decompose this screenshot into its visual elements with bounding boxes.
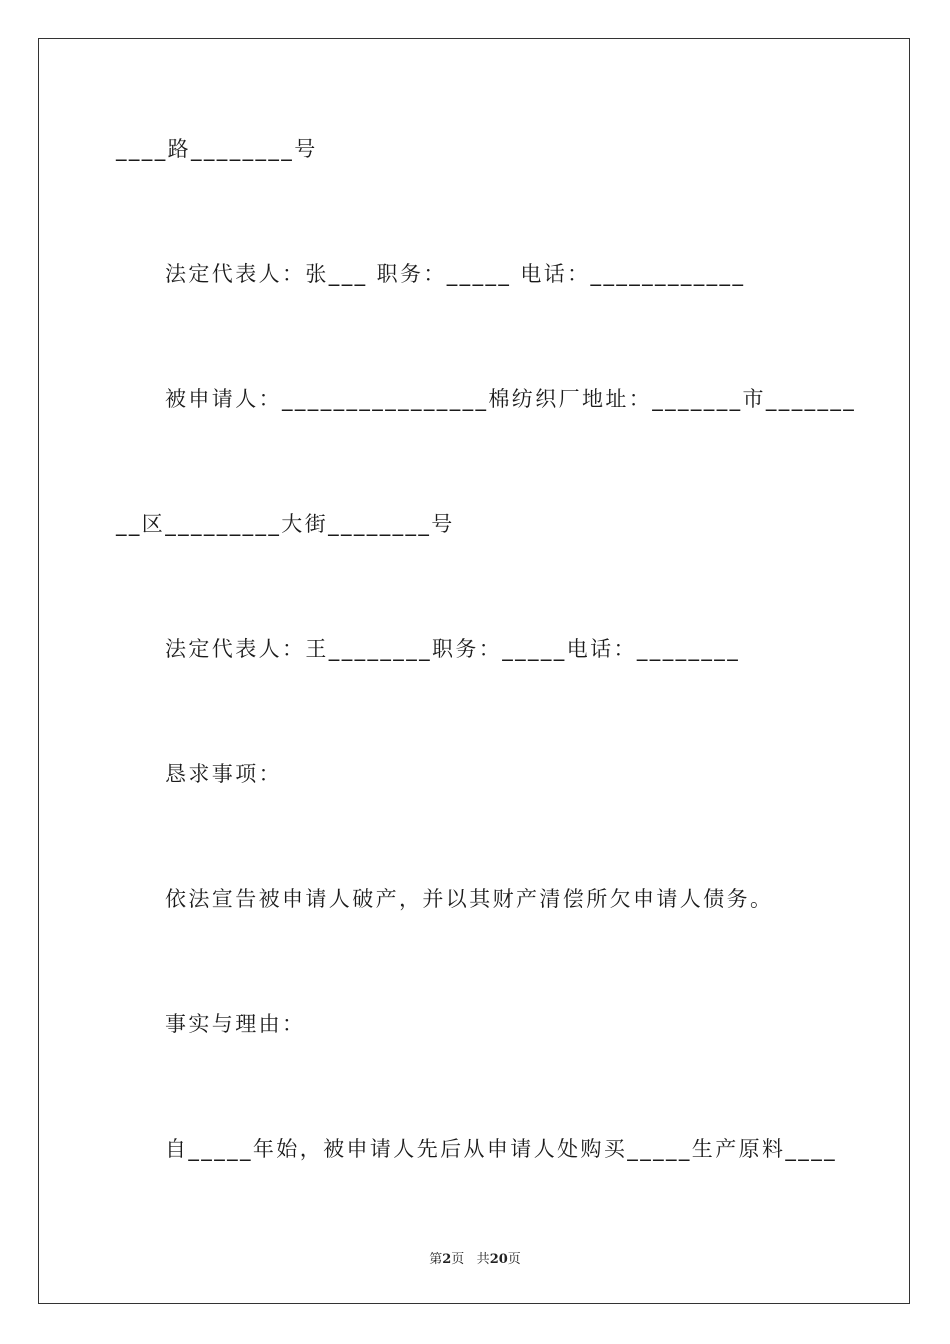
footer-page-number: 2: [442, 1252, 452, 1267]
address-line-respondent: __区_________大街________号: [116, 512, 455, 536]
facts-text: 自_____年始，被申请人先后从申请人处购买_____生产原料____: [165, 1137, 837, 1161]
claims-heading: 恳求事项：: [165, 762, 282, 786]
respondent-legal-representative: 法定代表人：王________职务：_____电话：________: [165, 637, 741, 661]
facts-heading: 事实与理由：: [165, 1012, 306, 1036]
respondent-line: 被申请人：________________棉纺织厂地址：_______市_______: [165, 387, 857, 411]
claims-text: 依法宣告被申请人破产，并以其财产清偿所欠申请人债务。: [165, 887, 774, 911]
footer-total-prefix: 共: [476, 1252, 490, 1267]
footer-total-suffix: 页: [507, 1252, 521, 1267]
footer-total-pages: 20: [489, 1252, 508, 1267]
footer-page-suffix: 页: [451, 1252, 465, 1267]
page-border: [38, 38, 910, 1304]
applicant-legal-representative: 法定代表人：张___ 职务：_____ 电话：____________: [165, 262, 746, 286]
address-line-applicant: ____路________号: [116, 137, 318, 161]
footer-page-prefix: 第: [429, 1252, 443, 1267]
page-footer: [0, 1248, 950, 1267]
